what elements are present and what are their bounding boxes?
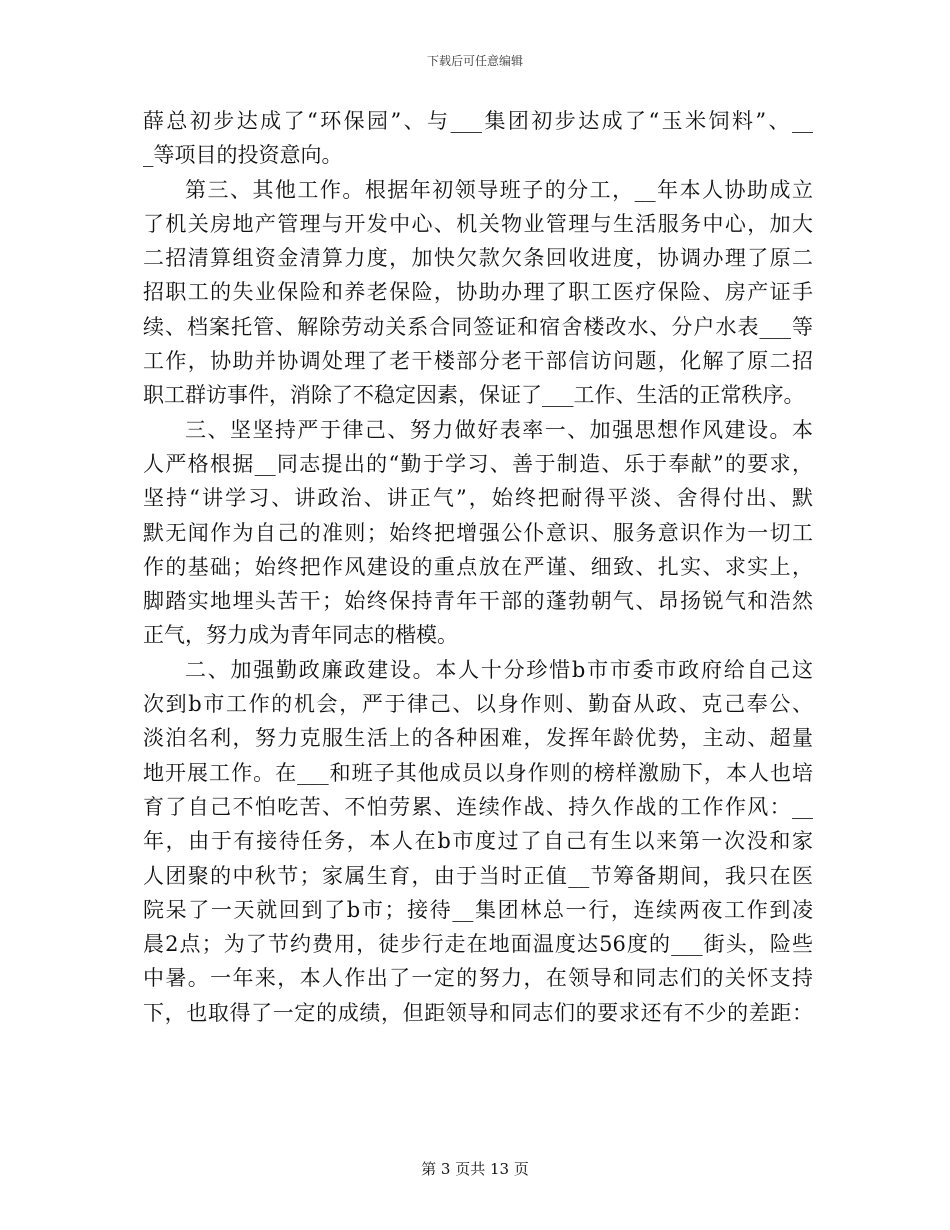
text-line: 年，由于有接待任务，本人在b市度过了自己有生以来第一次没和家 xyxy=(143,829,813,854)
text-line: 育了自己不怕吃苦、不怕劳累、连续作战、持久作战的工作作风：__ xyxy=(143,794,813,819)
text-line: 三、坚坚持严于律己、努力做好表率一、加强思想作风建设。本 xyxy=(185,417,813,442)
text-line: _等项目的投资意向。 xyxy=(143,143,343,168)
text-line: 了机关房地产管理与开发中心、机关物业管理与生活服务中心，加大 xyxy=(143,211,813,236)
text-line: 作的基础；始终把作风建设的重点放在严谨、细致、扎实、求实上， xyxy=(143,554,813,579)
text-line: 晨2点；为了节约费用，徒步行走在地面温度达56度的___街头，险些 xyxy=(143,932,813,957)
text-line: 脚踏实地埋头苦干；始终保持青年干部的蓬勃朝气、昂扬锐气和浩然 xyxy=(143,589,813,614)
text-line: 续、档案托管、解除劳动关系合同签证和宿舍楼改水、分户水表___等 xyxy=(143,314,813,339)
text-line: 下，也取得了一定的成绩，但距领导和同志们的要求还有不少的差距： xyxy=(143,1000,813,1025)
text-line: 淡泊名利，努力克服生活上的各种困难，发挥年龄优势，主动、超量 xyxy=(143,726,813,751)
page-footer: 第 3 页共 13 页 xyxy=(421,1160,529,1178)
paragraph xyxy=(143,413,813,653)
text-line: 第三、其他工作。根据年初领导班子的分工，__年本人协助成立 xyxy=(185,177,813,202)
text-line: 工作，协助并协调处理了老干楼部分老干部信访问题，化解了原二招 xyxy=(143,349,813,374)
text-line: 人团聚的中秋节；家属生育，由于当时正值__节筹备期间，我只在医 xyxy=(143,863,813,888)
document-body xyxy=(143,104,813,1030)
text-line: 二招清算组资金清算力度，加快欠款欠条回收进度，协调办理了原二 xyxy=(143,246,813,271)
paragraph xyxy=(143,104,813,173)
text-line: 职工群访事件，消除了不稳定因素，保证了___工作、生活的正常秩序。 xyxy=(143,383,805,408)
text-line: 正气，努力成为青年同志的楷模。 xyxy=(143,623,458,648)
page-header: 下载后可任意编辑 xyxy=(426,54,523,68)
text-line: 招职工的失业保险和养老保险，协助办理了职工医疗保险、房产证手 xyxy=(143,280,813,305)
text-line: 次到b市工作的机会，严于律己、以身作则、勤奋从政、克己奉公、 xyxy=(143,692,813,717)
paragraph xyxy=(143,173,813,413)
text-line: 院呆了一天就回到了b市；接待__集团林总一行，连续两夜工作到凌 xyxy=(143,897,813,922)
text-line: 地开展工作。在___和班子其他成员以身作则的榜样激励下，本人也培 xyxy=(143,760,813,785)
paragraph xyxy=(143,653,813,1030)
text-line: 默无闻作为自己的准则；始终把增强公仆意识、服务意识作为一切工 xyxy=(143,520,813,545)
text-line: 二、加强勤政廉政建设。本人十分珍惜b市市委市政府给自己这 xyxy=(185,657,813,682)
text-line: 人严格根据__同志提出的“勤于学习、善于制造、乐于奉献”的要求， xyxy=(143,451,813,476)
text-line: 坚持“讲学习、讲政治、讲正气”，始终把耐得平淡、舍得付出、默 xyxy=(143,486,813,511)
text-line: 薛总初步达成了“环保园”、与___集团初步达成了“玉米饲料”、__ xyxy=(143,109,813,133)
text-line: 中暑。一年来，本人作出了一定的努力，在领导和同志们的关怀支持 xyxy=(143,966,813,991)
